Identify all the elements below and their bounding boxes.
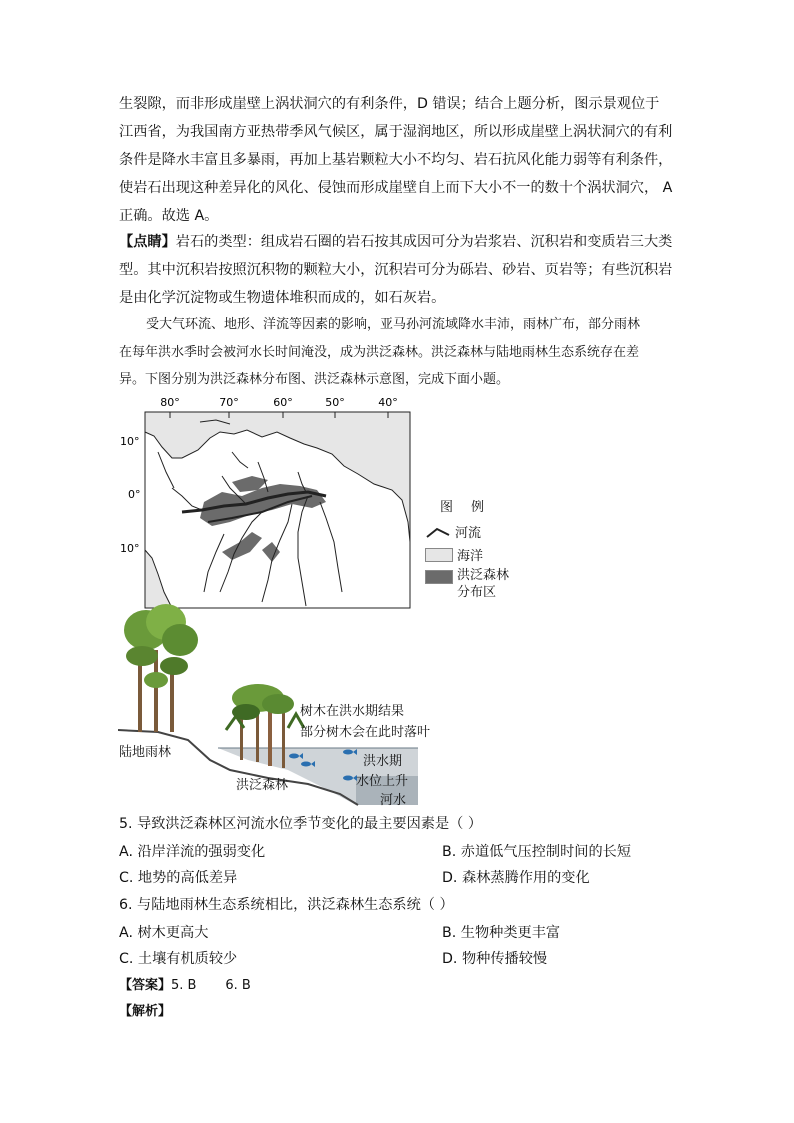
river-symbol-icon bbox=[425, 525, 451, 539]
q6-option-d[interactable]: D. 物种传播较慢 bbox=[442, 951, 548, 967]
lon-label: 70° bbox=[219, 396, 239, 409]
question-5-stem: 5. 导致洪泛森林区河流水位季节变化的最主要因素是（ ） bbox=[119, 816, 483, 832]
intro-line: 异。下图分别为洪泛森林分布图、洪泛森林示意图，完成下面小题。 bbox=[119, 372, 510, 387]
lon-label: 80° bbox=[160, 396, 180, 409]
answer-line bbox=[119, 977, 251, 995]
land-rainforest-label: 陆地雨林 bbox=[119, 745, 172, 760]
question-6-stem: 6. 与陆地雨林生态系统相比，洪泛森林生态系统（ ） bbox=[119, 897, 454, 913]
water-rise-label: 水位上升 bbox=[356, 774, 409, 789]
legend-forest-label: 洪泛森林 分布区 bbox=[457, 568, 510, 600]
fruiting-note-line1: 树木在洪水期结果 bbox=[300, 704, 405, 719]
legend-ocean-label: 海洋 bbox=[457, 549, 484, 564]
lon-label: 40° bbox=[378, 396, 398, 409]
tip-line: 是由化学沉淀物或生物遗体堆积而成的，如石灰岩。 bbox=[119, 290, 446, 306]
legend-river bbox=[425, 522, 481, 541]
lat-label: 10° bbox=[120, 542, 140, 555]
legend-ocean bbox=[425, 545, 483, 564]
q5-option-d[interactable]: D. 森林蒸腾作用的变化 bbox=[442, 870, 590, 886]
lat-label: 10° bbox=[120, 435, 140, 448]
q6-option-a[interactable]: A. 树木更高大 bbox=[119, 925, 209, 941]
paragraph-line: 条件是降水丰富且多暴雨，再加上基岩颗粒大小不均匀、岩石抗风化能力弱等有利条件， bbox=[119, 152, 673, 168]
fruiting-note-line2: 部分树木会在此时落叶 bbox=[300, 725, 431, 740]
q6-option-b[interactable]: B. 生物种类更丰富 bbox=[442, 925, 561, 941]
answer-text: 5. B 6. B bbox=[171, 978, 251, 993]
intro-line: 在每年洪水季时会被河水长时间淹没，成为洪泛森林。洪泛森林与陆地雨林生态系统存在差 bbox=[119, 345, 640, 360]
flood-forest-label: 洪泛森林 bbox=[236, 778, 289, 793]
tip-label: 【点睛】 bbox=[119, 234, 176, 250]
legend-title: 图例 bbox=[440, 500, 503, 515]
paragraph-line: 生裂隙，而非形成崖壁上涡状洞穴的有利条件，D 错误；结合上题分析，图示景观位于 bbox=[119, 96, 660, 112]
lon-label: 60° bbox=[273, 396, 293, 409]
legend-forest bbox=[425, 567, 509, 601]
q5-option-a[interactable]: A. 沿岸洋流的强弱变化 bbox=[119, 844, 266, 860]
river-water-label: 河水 bbox=[380, 793, 407, 808]
tip-line bbox=[119, 233, 672, 251]
intro-line: 受大气环流、地形、洋流等因素的影响，亚马孙河流域降水丰沛，雨林广布，部分雨林 bbox=[146, 317, 641, 332]
ocean-swatch bbox=[425, 548, 453, 562]
q5-option-b[interactable]: B. 赤道低气压控制时间的长短 bbox=[442, 844, 632, 860]
analysis-label: 【解析】 bbox=[119, 1004, 172, 1019]
tip-line: 型。其中沉积岩按照沉积物的颗粒大小，沉积岩可分为砾岩、砂岩、页岩等；有些沉积岩 bbox=[119, 262, 673, 278]
paragraph-line: 正确。故选 A。 bbox=[119, 208, 219, 224]
legend-river-label: 河流 bbox=[455, 526, 482, 541]
paragraph-line: 使岩石出现这种差异化的风化、侵蚀而形成崖壁自上而下大小不一的数十个涡状洞穴， A bbox=[119, 180, 673, 196]
lon-label: 50° bbox=[325, 396, 345, 409]
forest-swatch bbox=[425, 570, 453, 584]
flood-forest-map bbox=[112, 392, 422, 612]
q6-option-c[interactable]: C. 土壤有机质较少 bbox=[119, 951, 238, 967]
lat-label: 0° bbox=[128, 488, 141, 501]
q5-option-c[interactable]: C. 地势的高低差异 bbox=[119, 870, 238, 886]
answer-label: 【答案】 bbox=[119, 978, 172, 993]
flood-season-label: 洪水期 bbox=[363, 754, 403, 769]
tip-text: 岩石的类型：组成岩石圈的岩石按其成因可分为岩浆岩、沉积岩和变质岩三大类 bbox=[175, 234, 673, 250]
paragraph-line: 江西省，为我国南方亚热带季风气候区，属于湿润地区，所以形成崖壁上涡状洞穴的有利 bbox=[119, 124, 673, 140]
land-rainforest-trees-icon bbox=[124, 604, 198, 732]
